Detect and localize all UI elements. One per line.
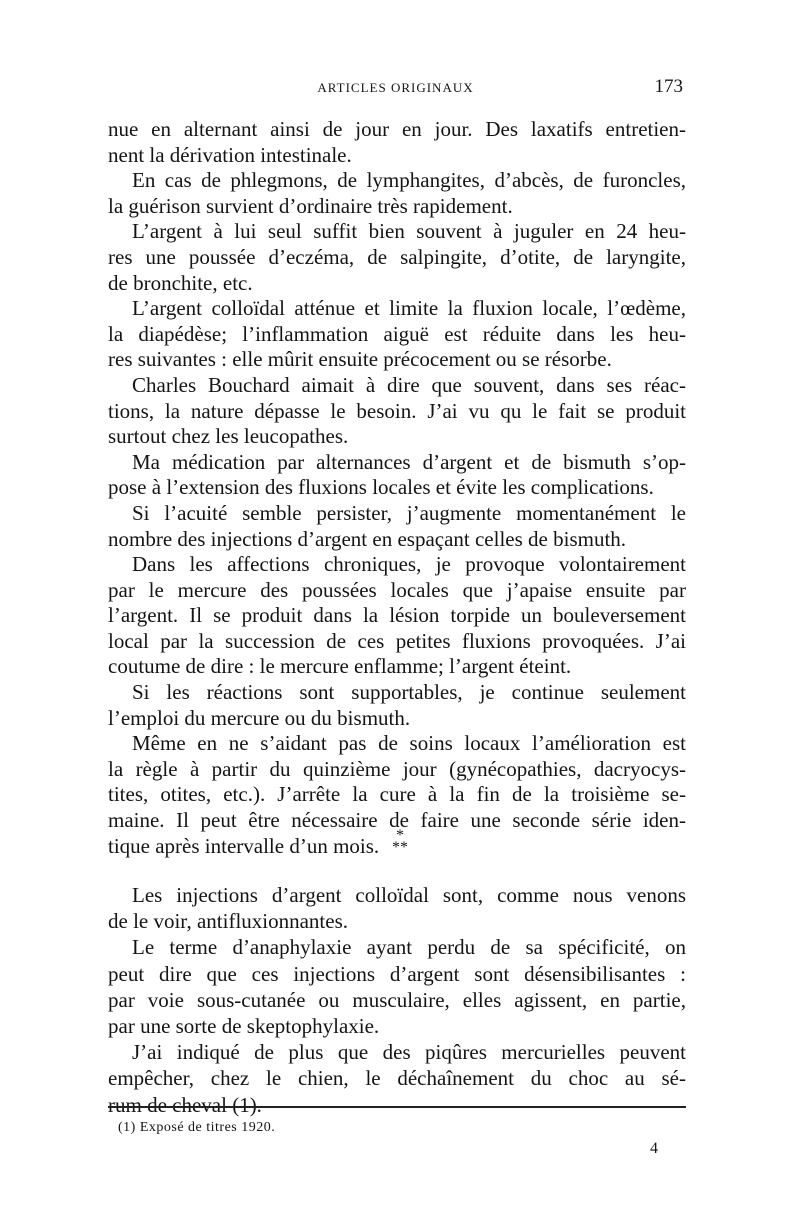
- text-line: Si l’acuité semble persister, j’augmente momentanément le: [132, 500, 686, 525]
- text-line: tique après intervalle d’un mois.: [108, 833, 380, 858]
- text-line: En cas de phlegmons, de lymphangites, d’abcès, de furoncles,: [132, 168, 686, 193]
- text-line: peut dire que ces injections d’argent sont désensibilisantes :: [108, 961, 686, 986]
- paragraph: [108, 117, 686, 168]
- text-line: la règle à partir du quinzième jour (gynécopathies, dacryocys-: [108, 756, 686, 781]
- text-line: Charles Bouchard aimait à dire que souvent, dans ses réac-: [132, 372, 686, 397]
- text-line: res une poussée d’eczéma, de salpingite, d’otite, de laryngite,: [108, 244, 686, 269]
- text-line: Même en ne s’aidant pas de soins locaux l’amélioration est: [132, 731, 686, 756]
- text-line: local par la succession de ces petites fluxions provoquées. J’ai: [108, 628, 686, 653]
- text-line: empêcher, chez le chien, le déchaînement du choc au sé-: [108, 1066, 686, 1091]
- text-line: de le voir, antifluxionnantes.: [108, 909, 349, 934]
- text-block-1: [108, 117, 686, 859]
- paragraph: [108, 680, 686, 731]
- text-line: tites, otites, etc.). J’arrête la cure à la fin de la troisième se-: [108, 782, 686, 807]
- text-line: l’argent. Il se produit dans la lésion torpide un bouleversement: [108, 603, 686, 628]
- text-line: par une sorte de skeptophylaxie.: [108, 1014, 380, 1039]
- text-line: J’ai indiqué de plus que des piqûres mercurielles peuvent: [132, 1040, 686, 1065]
- paragraph: [108, 882, 686, 934]
- running-title: ARTICLES ORIGINAUX: [317, 80, 474, 95]
- paragraph: [108, 450, 686, 501]
- text-line: tions, la nature dépasse le besoin. J’ai vu qu le fait se produit: [108, 398, 686, 423]
- text-line: surtout chez les leucopathes.: [108, 424, 349, 449]
- text-line: L’argent à lui seul suffit bien souvent à juguler en 24 heu-: [132, 219, 686, 244]
- signature-mark: 4: [650, 1140, 658, 1157]
- paragraph: [108, 168, 686, 219]
- text-line: l’emploi du mercure ou du bismuth.: [108, 705, 411, 730]
- text-line: la guérison survient d’ordinaire très rapidement.: [108, 193, 513, 218]
- page-number: 173: [654, 76, 683, 97]
- running-header: [108, 76, 683, 100]
- paragraph: [108, 552, 686, 680]
- asterism-bottom: **: [392, 839, 408, 856]
- text-line: nombre des injections d’argent en espaçant celles de bismuth.: [108, 526, 627, 551]
- text-line: nent la dérivation intestinale.: [108, 142, 352, 167]
- text-line: rum de cheval (1).: [108, 1092, 262, 1117]
- text-line: Les injections d’argent colloïdal sont, comme nous venons: [132, 883, 686, 907]
- text-line: nue en alternant ainsi de jour en jour. Des laxatifs entretien-: [108, 117, 686, 141]
- paragraph: [108, 296, 686, 373]
- text-block-2: [108, 882, 686, 1118]
- text-line: de bronchite, etc.: [108, 270, 253, 295]
- asterism-top: *: [396, 827, 404, 844]
- text-line: Ma médication par alternances d’argent et de bismuth s’op-: [132, 449, 686, 474]
- footnote: (1) Exposé de titres 1920.: [118, 1120, 276, 1135]
- text-line: res suivantes : elle mûrit ensuite précocement ou se résorbe.: [108, 347, 612, 372]
- text-line: la diapédèse; l’inflammation aiguë est réduite dans les heu-: [108, 321, 686, 346]
- paragraph: [108, 934, 686, 1039]
- text-line: maine. Il peut être nécessaire de faire une seconde série iden-: [108, 808, 686, 833]
- paragraph: [108, 373, 686, 450]
- footnote-rule: [108, 1106, 686, 1108]
- asterism-separator: [380, 827, 420, 856]
- paragraph: [108, 219, 686, 296]
- text-line: Le terme d’anaphylaxie ayant perdu de sa spécificité, on: [132, 935, 686, 960]
- paragraph: [108, 501, 686, 552]
- text-line: par le mercure des poussées locales que j’apaise ensuite par: [108, 577, 686, 602]
- text-line: coutume de dire : le mercure enflamme; l’argent éteint.: [108, 654, 572, 679]
- text-line: Si les réactions sont supportables, je continue seulement: [132, 680, 686, 705]
- text-line: Dans les affections chroniques, je provoque volontairement: [132, 552, 686, 577]
- text-line: L’argent colloïdal atténue et limite la fluxion locale, l’œdème,: [132, 296, 686, 321]
- text-line: par voie sous-cutanée ou musculaire, elles agissent, en partie,: [108, 987, 686, 1012]
- text-line: pose à l’extension des fluxions locales et évite les complications.: [108, 475, 654, 500]
